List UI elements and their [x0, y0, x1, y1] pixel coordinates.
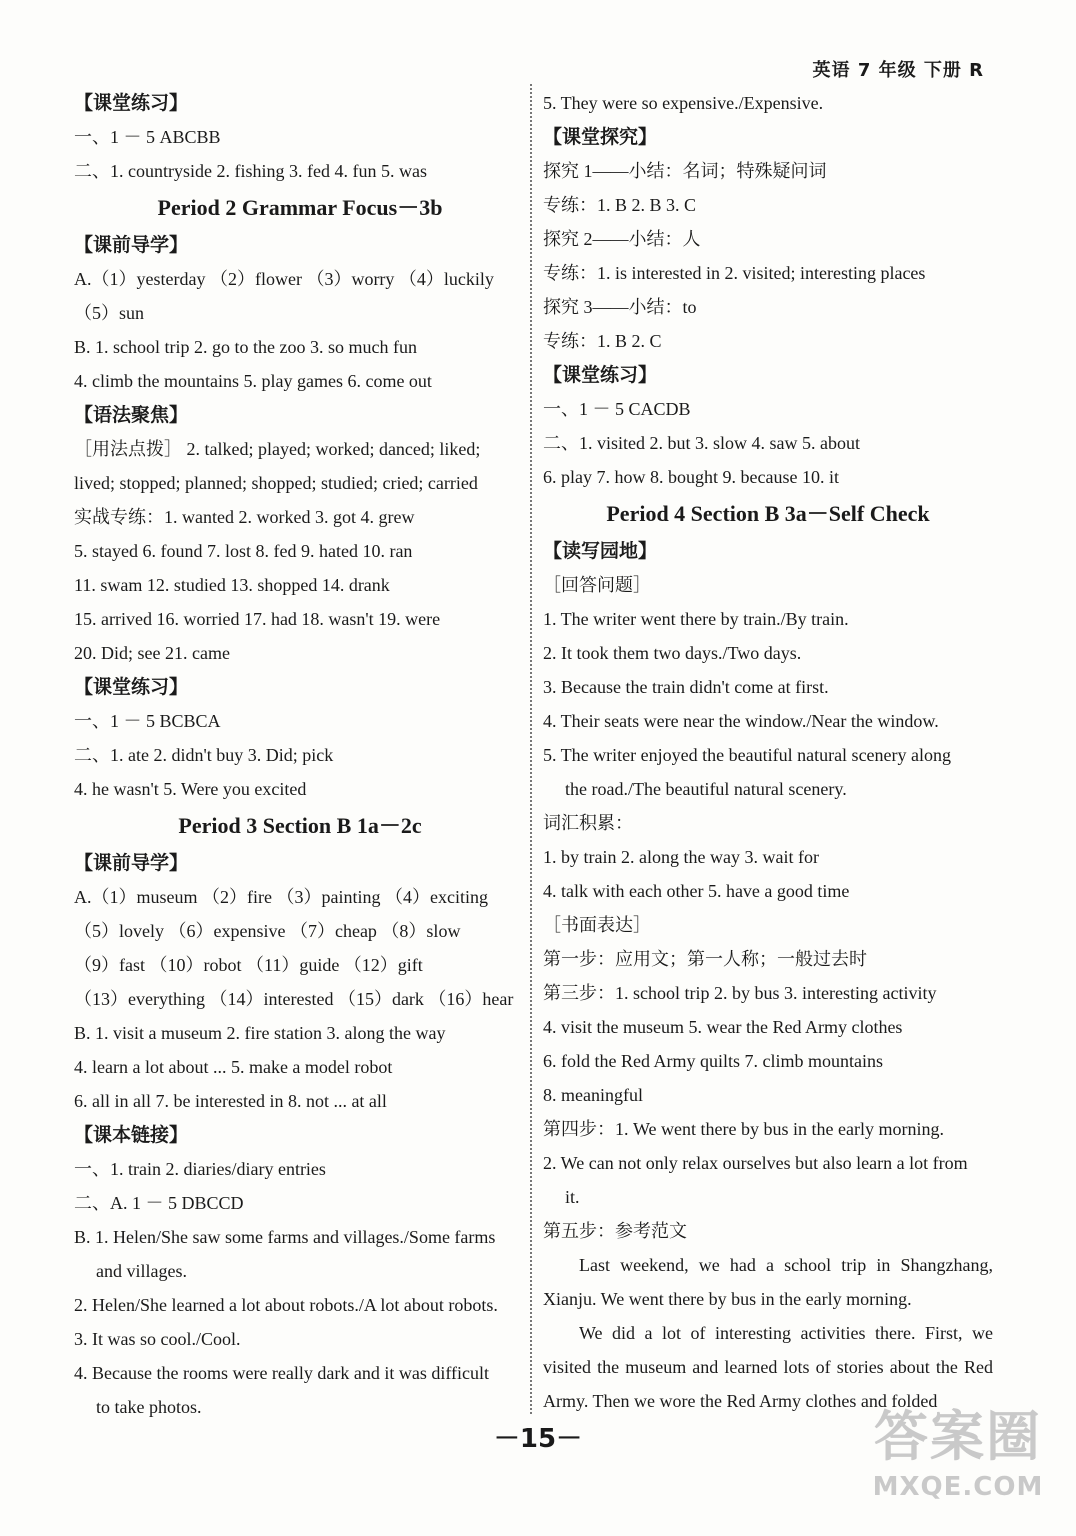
answer-line: 8. meaningful — [543, 1085, 643, 1105]
answer-line: ［用法点拨］ 2. talked; played; worked; danced; liked; — [74, 439, 481, 459]
section-heading: 【读写园地】 — [543, 540, 658, 562]
answer-line: 第三步：1. school trip 2. by bus 3. interesting activity — [543, 983, 937, 1003]
answer-line: lived; stopped; planned; shopped; studied; cried; carried — [74, 473, 478, 493]
answer-line: 一、1 － 5 CACDB — [543, 399, 691, 419]
page-header: 英语 7 年级 下册 R — [812, 60, 984, 81]
answer-line: 专练：1. is interested in 2. visited; interesting places — [543, 263, 926, 283]
answer-line: 3. It was so cool./Cool. — [74, 1329, 241, 1349]
answer-line: ［书面表达］ — [543, 915, 651, 935]
section-heading: 【课前导学】 — [74, 852, 189, 874]
right-column — [543, 86, 993, 1418]
answer-line: 1. by train 2. along the way 3. wait for — [543, 847, 819, 867]
essay-paragraph: We did a lot of interesting activities there. First, we visited the museum and learned lots of stories about the Red Army. Then we wore the Red Army clothes and folded — [543, 1323, 993, 1411]
answer-line: 6. play 7. how 8. bought 9. because 10. it — [543, 467, 839, 487]
answer-line: 探究 2——小结：人 — [543, 229, 701, 249]
section-heading: 【语法聚焦】 — [74, 404, 189, 426]
column-divider — [530, 84, 532, 1414]
answer-line: 11. swam 12. studied 13. shopped 14. drank — [74, 575, 390, 595]
left-column — [74, 86, 526, 1424]
answer-line: 5. stayed 6. found 7. lost 8. fed 9. hated 10. ran — [74, 541, 413, 561]
answer-line: 4. learn a lot about ... 5. make a model robot — [74, 1057, 393, 1077]
answer-line: 专练：1. B 2. B 3. C — [543, 195, 697, 215]
watermark — [868, 1402, 1048, 1522]
period-title: Period 3 Section B 1a－2c — [178, 813, 422, 838]
answer-line: 4. he wasn't 5. Were you excited — [74, 779, 307, 799]
answer-line: （9）fast （10）robot （11）guide （12）gift — [74, 955, 423, 975]
page-number: －15－ — [493, 1424, 583, 1454]
answer-line: 词汇积累： — [543, 813, 633, 833]
section-heading: 【课堂探究】 — [543, 126, 658, 148]
section-heading: 【课堂练习】 — [74, 676, 189, 698]
answer-line: 5. They were so expensive./Expensive. — [543, 93, 824, 113]
answer-line: 6. all in all 7. be interested in 8. not ... at all — [74, 1091, 387, 1111]
answer-line: 3. Because the train didn't come at first. — [543, 677, 829, 697]
answer-line: 探究 3——小结：to — [543, 297, 697, 317]
answer-line: the road./The beautiful natural scenery. — [565, 779, 847, 799]
answer-line: 2. Helen/She learned a lot about robots./A lot about robots. — [74, 1295, 498, 1315]
answer-line: 6. fold the Red Army quilts 7. climb mountains — [543, 1051, 883, 1071]
answer-line: B. 1. school trip 2. go to the zoo 3. so much fun — [74, 337, 417, 357]
answer-line: ［回答问题］ — [543, 575, 651, 595]
section-heading: 【课本链接】 — [74, 1124, 189, 1146]
period-title: Period 2 Grammar Focus－3b — [157, 195, 443, 220]
section-heading: 【课堂练习】 — [543, 364, 658, 386]
answer-line: B. 1. visit a museum 2. fire station 3. along the way — [74, 1023, 446, 1043]
answer-line: 专练：1. B 2. C — [543, 331, 662, 351]
answer-line: 1. The writer went there by train./By train. — [543, 609, 849, 629]
answer-line: 5. The writer enjoyed the beautiful natural scenery along — [543, 745, 952, 765]
answer-line: （5）sun — [74, 303, 145, 323]
answer-line: 4. climb the mountains 5. play games 6. come out — [74, 371, 432, 391]
answer-line: 第五步：参考范文 — [543, 1221, 687, 1241]
answer-line: 一、1 － 5 ABCBB — [74, 127, 221, 147]
answer-line: 二、1. visited 2. but 3. slow 4. saw 5. about — [543, 433, 860, 453]
answer-line: B. 1. Helen/She saw some farms and villages./Some farms — [74, 1227, 496, 1247]
answer-line: A.（1）yesterday （2）flower （3）worry （4）luckily — [74, 269, 494, 289]
watermark-url: MXQE.COM — [872, 1472, 1044, 1502]
answer-line: it. — [565, 1187, 580, 1207]
answer-line: 4. talk with each other 5. have a good time — [543, 881, 850, 901]
answer-line: 4. Because the rooms were really dark and it was difficult — [74, 1363, 490, 1383]
answer-line: 4. Their seats were near the window./Near the window. — [543, 711, 939, 731]
answer-line: 第一步：应用文；第一人称；一般过去时 — [543, 949, 867, 969]
answer-line: 二、1. ate 2. didn't buy 3. Did; pick — [74, 745, 334, 765]
answer-line: 第四步：1. We went there by bus in the early morning. — [543, 1119, 944, 1139]
section-heading: 【课堂练习】 — [74, 92, 189, 114]
answer-line: （5）lovely （6）expensive （7）cheap （8）slow — [74, 921, 461, 941]
section-heading: 【课前导学】 — [74, 234, 189, 256]
answer-line: 二、A. 1 － 5 DBCCD — [74, 1193, 244, 1213]
essay-paragraph: Last weekend, we had a school trip in Shangzhang, Xianju. We went there by bus in the early morning. — [543, 1255, 993, 1309]
answer-line: 二、1. countryside 2. fishing 3. fed 4. fun 5. was — [74, 161, 427, 181]
answer-line: 2. It took them two days./Two days. — [543, 643, 802, 663]
answer-line: 一、1 － 5 BCBCA — [74, 711, 221, 731]
answer-line: 15. arrived 16. worried 17. had 18. wasn't 19. were — [74, 609, 441, 629]
answer-line: 实战专练：1. wanted 2. worked 3. got 4. grew — [74, 507, 415, 527]
watermark-logo: 答案圈 — [874, 1405, 1042, 1468]
answer-line: to take photos. — [96, 1397, 202, 1417]
answer-line: （13）everything （14）interested （15）dark （16）hear — [74, 989, 514, 1009]
answer-line: 一、1. train 2. diaries/diary entries — [74, 1159, 326, 1179]
answer-line: 2. We can not only relax ourselves but also learn a lot from — [543, 1153, 968, 1173]
answer-line: 20. Did; see 21. came — [74, 643, 230, 663]
answer-line: and villages. — [96, 1261, 187, 1281]
answer-line: 4. visit the museum 5. wear the Red Army clothes — [543, 1017, 903, 1037]
answer-line: A.（1）museum （2）fire （3）painting （4）exciting — [74, 887, 488, 907]
answer-line: 探究 1——小结：名词；特殊疑问词 — [543, 161, 827, 181]
period-title: Period 4 Section B 3a－Self Check — [606, 501, 930, 526]
